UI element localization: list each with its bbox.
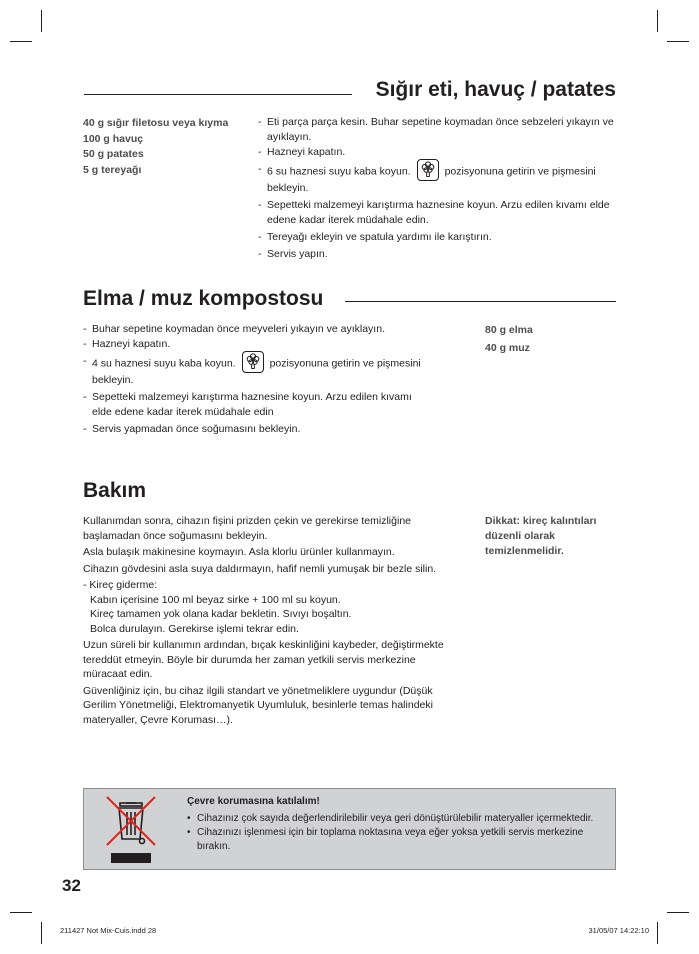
step-text: pozisyonuna getirin ve pişmesini bekleyin. bbox=[267, 165, 596, 194]
ingredient: 5 g tereyağı bbox=[83, 163, 142, 176]
ingredients-list-beef bbox=[83, 116, 233, 178]
ingredient: 80 g elma bbox=[485, 324, 533, 336]
section-title-care: Bakım bbox=[83, 479, 147, 502]
crop-mark bbox=[10, 41, 32, 42]
crop-mark bbox=[667, 41, 689, 42]
ingredients-list-compote bbox=[485, 323, 615, 356]
descale-line: Kireç tamamen yok olana kadar bekletin. Sıvıyı boşaltın. bbox=[90, 608, 352, 620]
step-text: Hazneyi kapatın. bbox=[267, 146, 346, 158]
descale-title: - Kireç giderme: bbox=[83, 579, 158, 591]
care-paragraph: Kullanımdan sonra, cihazın fişini prizden çekin ve gerekirse temizliğine başlamadan önce soğumasını bekleyin. bbox=[83, 515, 411, 542]
care-paragraph: Asla bulaşık makinesine koymayın. Asla klorlu ürünler kullanmayın. bbox=[83, 546, 395, 558]
step-text: pozisyonuna getirin ve pişmesini bekleyin. bbox=[92, 357, 421, 386]
step-text: Sepetteki malzemeyi karıştırma haznesine koyun. Arzu edilen kıvamı elde edene kadar iterek müdahale edin bbox=[92, 391, 412, 418]
step-text: Tereyağı ekleyin ve spatula yardımı ile karıştırın. bbox=[267, 231, 492, 243]
section-title-beef: Sığır eti, havuç / patates bbox=[375, 78, 616, 101]
crop-mark bbox=[41, 10, 42, 32]
step-text: Servis yapmadan önce soğumasını bekleyin. bbox=[92, 423, 301, 435]
step-item: - Tereyağı ekleyin ve spatula yardımı ile karıştırın. bbox=[258, 231, 492, 243]
environment-title: Çevre korumasına katılalım! bbox=[187, 796, 320, 807]
step-item: - Eti parça parça kesin. Buhar sepetine koymadan önce sebzeleri yıkayın ve ayıklayın. bbox=[258, 116, 614, 143]
title-rule bbox=[84, 94, 352, 95]
footer-left: 211427 Not Mix-Cuis.indd 28 bbox=[60, 926, 157, 935]
steam-basket-icon bbox=[417, 159, 439, 181]
crop-mark bbox=[10, 912, 32, 913]
steam-basket-icon bbox=[242, 351, 264, 373]
crop-mark bbox=[657, 10, 658, 32]
care-paragraph: Cihazın gövdesini asla suya daldırmayın, hafif nemli yumuşak bir bezle silin. bbox=[83, 562, 437, 575]
step-item: - Sepetteki malzemeyi karıştırma haznesine koyun. Arzu edilen kıvamı elde edene kadar iterek müdahale edin. bbox=[258, 199, 610, 226]
bullet-text: Cihazınız çok sayıda değerlendirilebilir veya geri dönüştürülebilir materyaller içermektedir. bbox=[197, 812, 594, 824]
care-paragraph: Uzun süreli bir kullanımın ardından, bıçak keskinliğini kaybeder, değiştirmekte tereddüt etmeyin. Böyle bir durumda her zaman yetkili servis merkezine müracaat edin. bbox=[83, 639, 444, 680]
step-item: - Servis yapmadan önce soğumasını bekleyin. bbox=[83, 423, 301, 435]
title-rule bbox=[345, 301, 616, 302]
step-item: - Sepetteki malzemeyi karıştırma haznesine koyun. Arzu edilen kıvamı elde edene kadar iterek müdahale edin bbox=[83, 391, 412, 418]
ingredient: 100 g havuç bbox=[83, 132, 144, 145]
crop-mark bbox=[41, 922, 42, 944]
step-text: Hazneyi kapatın. bbox=[92, 338, 171, 350]
descale-line: Kabın içerisine 100 ml beyaz sirke + 100 ml su koyun. bbox=[90, 593, 341, 606]
step-text: Sepetteki malzemeyi karıştırma haznesine koyun. Arzu edilen kıvamı elde edene kadar iterek müdahale edin. bbox=[267, 199, 610, 226]
step-text: Buhar sepetine koymadan önce meyveleri yıkayın ve ayıklayın. bbox=[92, 323, 385, 335]
care-note: Dikkat: kireç kalıntıları düzenli olarak temizlenmelidir. bbox=[485, 515, 597, 557]
ingredient: 40 g sığır filetosu veya kıyma bbox=[83, 117, 229, 129]
crop-mark bbox=[667, 912, 689, 913]
step-text: 6 su haznesi suyu kaba koyun. bbox=[267, 165, 411, 178]
step-item: - Buhar sepetine koymadan önce meyveleri yıkayın ve ayıklayın. bbox=[83, 323, 385, 335]
descale-line: Bolca durulayın. Gerekirse işlemi tekrar edin. bbox=[90, 622, 299, 635]
step-text: 4 su haznesi suyu kaba koyun. bbox=[92, 357, 236, 370]
bullet-text: Cihazınızı işlenmesi için bir toplama noktasına veya eğer yoksa yetkili servis merkezine bırakın. bbox=[197, 827, 584, 852]
step-text: Servis yapın. bbox=[267, 248, 328, 260]
section-title-compote: Elma / muz kompostosu bbox=[83, 287, 324, 310]
step-item: - Servis yapın. bbox=[258, 248, 328, 260]
step-item: - 6 su haznesi suyu kaba koyun. pozisyonuna getirin ve pişmesini bekleyin. bbox=[258, 162, 616, 196]
step-item: - 4 su haznesi suyu kaba koyun. pozisyonuna getirin ve pişmesini bekleyin. bbox=[83, 354, 431, 388]
environment-bullet: • Cihazınız çok sayıda değerlendirilebilir veya geri dönüştürülebilir materyaller içermektedir. bbox=[187, 812, 594, 824]
steps-list-compote bbox=[83, 322, 431, 437]
footer-right: 31/05/07 14:22:10 bbox=[588, 926, 649, 935]
ingredient: 40 g muz bbox=[485, 341, 530, 354]
step-text: Eti parça parça kesin. Buhar sepetine koymadan önce sebzeleri yıkayın ve ayıklayın. bbox=[267, 116, 614, 143]
steps-list-beef bbox=[258, 115, 616, 262]
environment-bullet: • Cihazınızı işlenmesi için bir toplama noktasına veya eğer yoksa yetkili servis merkezine bırakın. bbox=[187, 827, 584, 852]
crossed-bin-icon bbox=[101, 793, 161, 865]
care-text bbox=[83, 514, 445, 729]
page-number: 32 bbox=[62, 876, 81, 895]
step-item: - Hazneyi kapatın. bbox=[83, 338, 171, 350]
environment-text bbox=[187, 795, 602, 853]
ingredient: 50 g patates bbox=[83, 148, 144, 160]
step-item: - Hazneyi kapatın. bbox=[258, 146, 346, 158]
care-paragraph: Güvenliğiniz için, bu cihaz ilgili standart ve yönetmeliklere uygundur (Düşük Gerilim Yönetmeliği, Elektromanyetik Uyumluluk, besinlerle temas halindeki materyaller, Çevre Koruması…). bbox=[83, 684, 433, 726]
environment-box bbox=[83, 788, 616, 870]
crop-mark bbox=[657, 922, 658, 944]
